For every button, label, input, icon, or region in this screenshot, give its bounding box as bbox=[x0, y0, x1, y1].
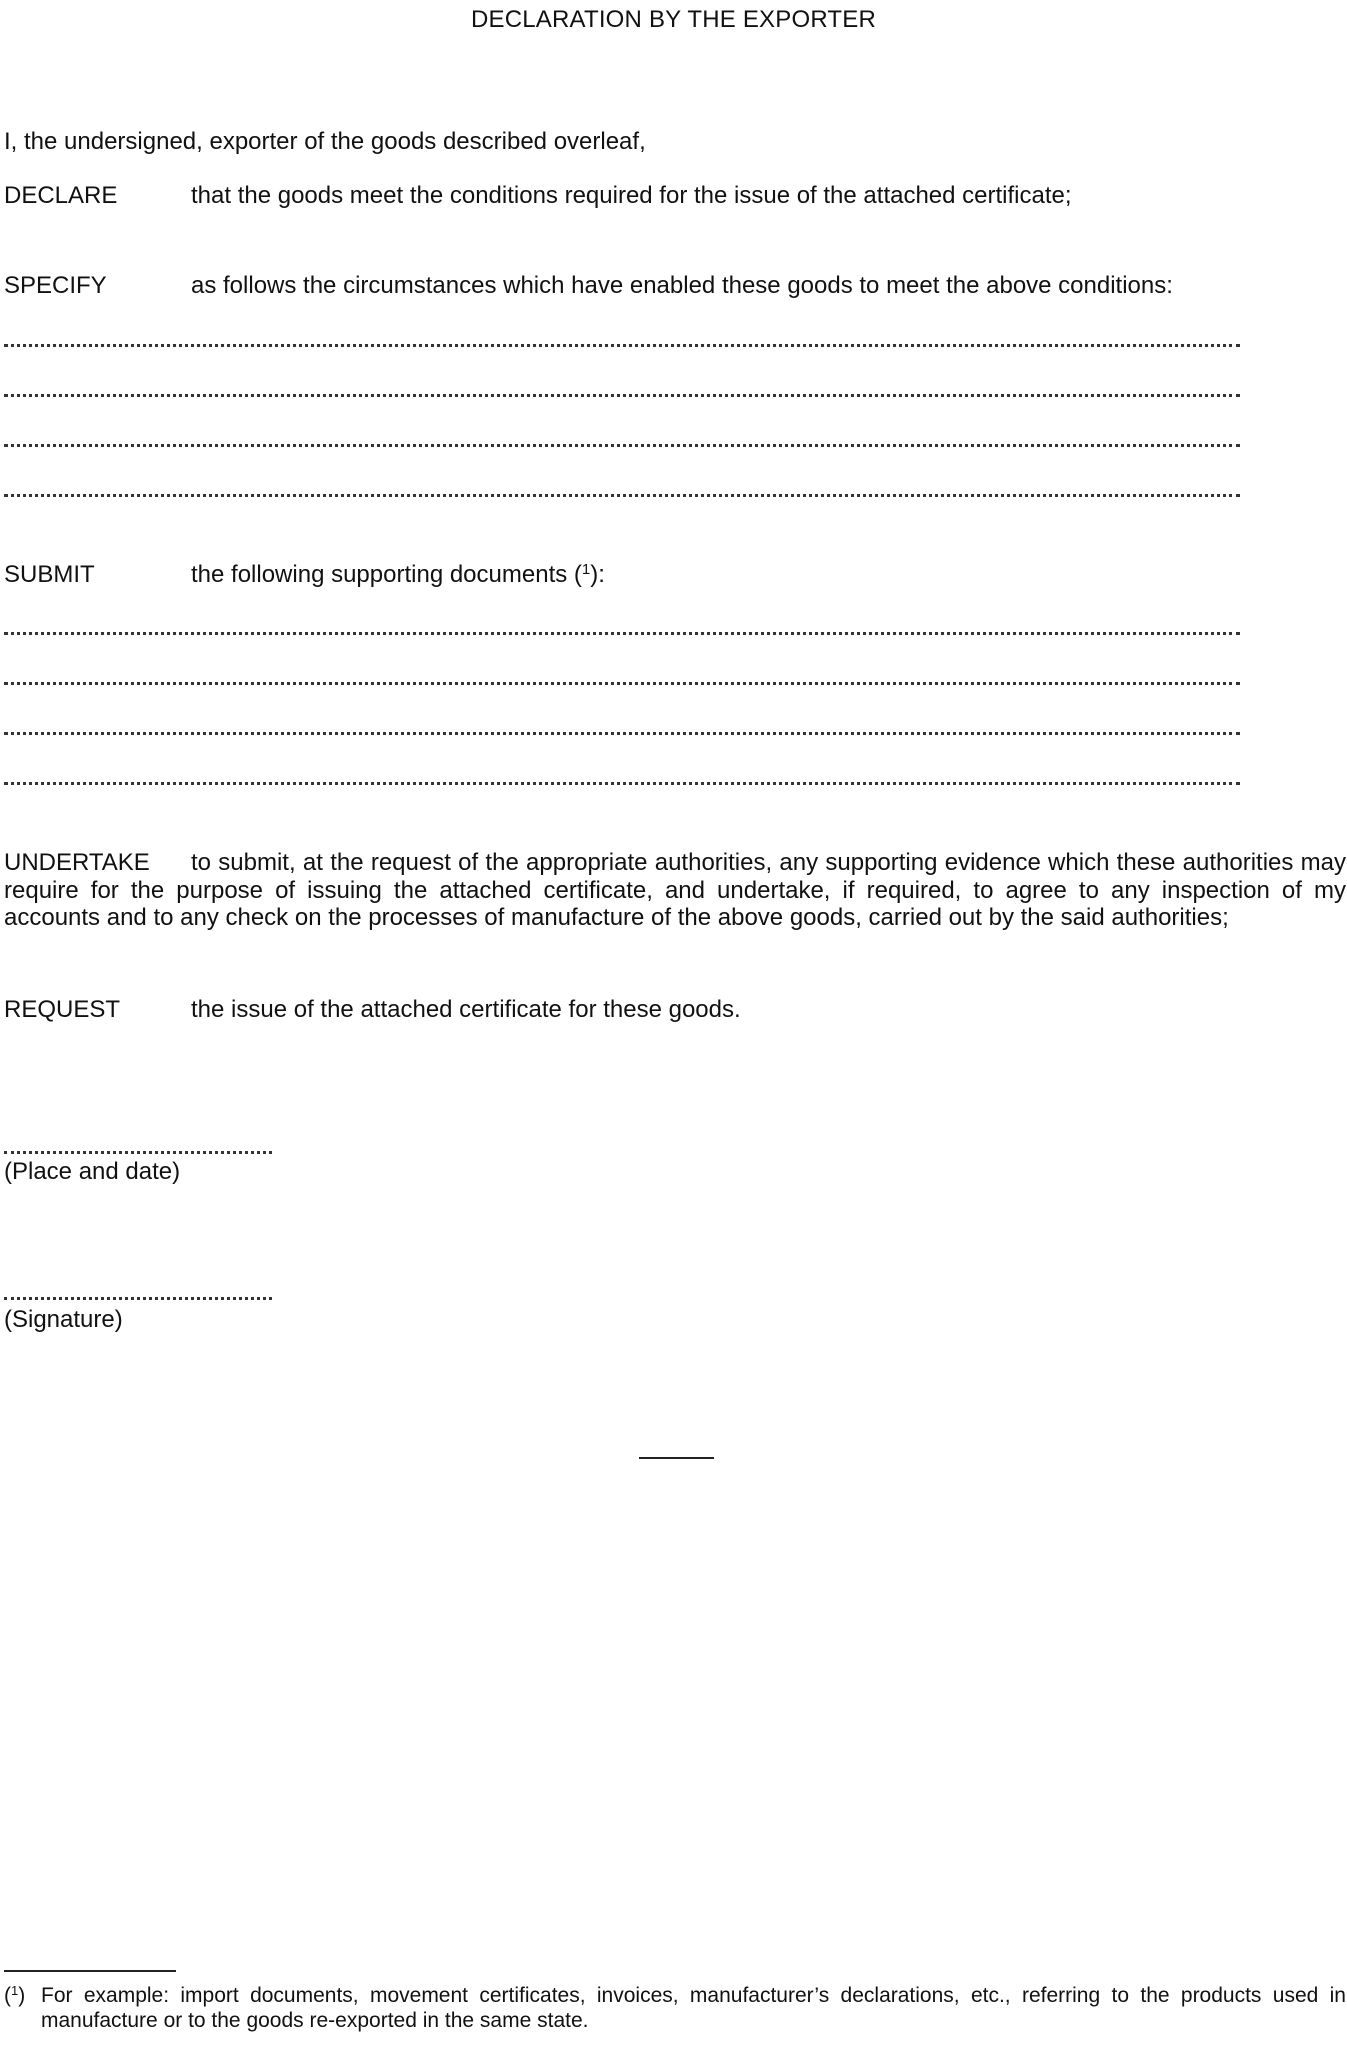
request-text: the issue of the attached certificate for these goods. bbox=[191, 996, 741, 1023]
submit-keyword: SUBMIT bbox=[4, 561, 95, 588]
end-rule bbox=[639, 1457, 714, 1459]
specify-line-3[interactable] bbox=[4, 444, 1240, 447]
submit-line-2[interactable] bbox=[4, 682, 1240, 685]
undertake-text: to submit, at the request of the appropriate authorities, any supporting evidence which these authorities may require for the purpose of issuing the attached certificate, and undertake, if required, to agree to any inspection of my accounts and to any check on the processes of manufacture of the above goods, carried out by the said authorities; bbox=[4, 849, 1346, 931]
place-date-line[interactable] bbox=[4, 1151, 272, 1154]
undertake-keyword: UNDERTAKE bbox=[4, 849, 150, 876]
declare-keyword: DECLARE bbox=[4, 182, 118, 209]
declare-text: that the goods meet the conditions required for the issue of the attached certificate; bbox=[191, 182, 1072, 209]
place-date-label: (Place and date) bbox=[4, 1158, 181, 1185]
submit-line-4[interactable] bbox=[4, 782, 1240, 785]
undertake-clause bbox=[4, 849, 1346, 932]
page-title: DECLARATION BY THE EXPORTER bbox=[470, 6, 877, 33]
request-keyword: REQUEST bbox=[4, 996, 121, 1023]
specify-text: as follows the circumstances which have enabled these goods to meet the above conditions: bbox=[191, 272, 1173, 299]
submit-text: the following supporting documents ($^1$): bbox=[191, 561, 605, 588]
specify-keyword: SPECIFY bbox=[4, 272, 107, 299]
signature-label: (Signature) bbox=[4, 1306, 123, 1333]
footnote-marker: ($^1$) bbox=[4, 1983, 26, 2007]
intro-statement: I, the undersigned, exporter of the goods described overleaf, bbox=[4, 128, 646, 155]
footnote-rule bbox=[4, 1970, 176, 1972]
specify-line-1[interactable] bbox=[4, 344, 1240, 347]
footnote-text: For example: import documents, movement certificates, invoices, manufacturer’s declarations, etc., referring to the products used in manufacture or to the goods re-exported in the same state. bbox=[41, 1984, 1346, 2032]
signature-line[interactable] bbox=[4, 1297, 272, 1300]
footnote-ref: 1 bbox=[581, 561, 591, 578]
footnote bbox=[4, 1983, 1346, 2033]
specify-line-4[interactable] bbox=[4, 494, 1240, 497]
submit-line-1[interactable] bbox=[4, 632, 1240, 635]
submit-line-3[interactable] bbox=[4, 732, 1240, 735]
specify-line-2[interactable] bbox=[4, 394, 1240, 397]
